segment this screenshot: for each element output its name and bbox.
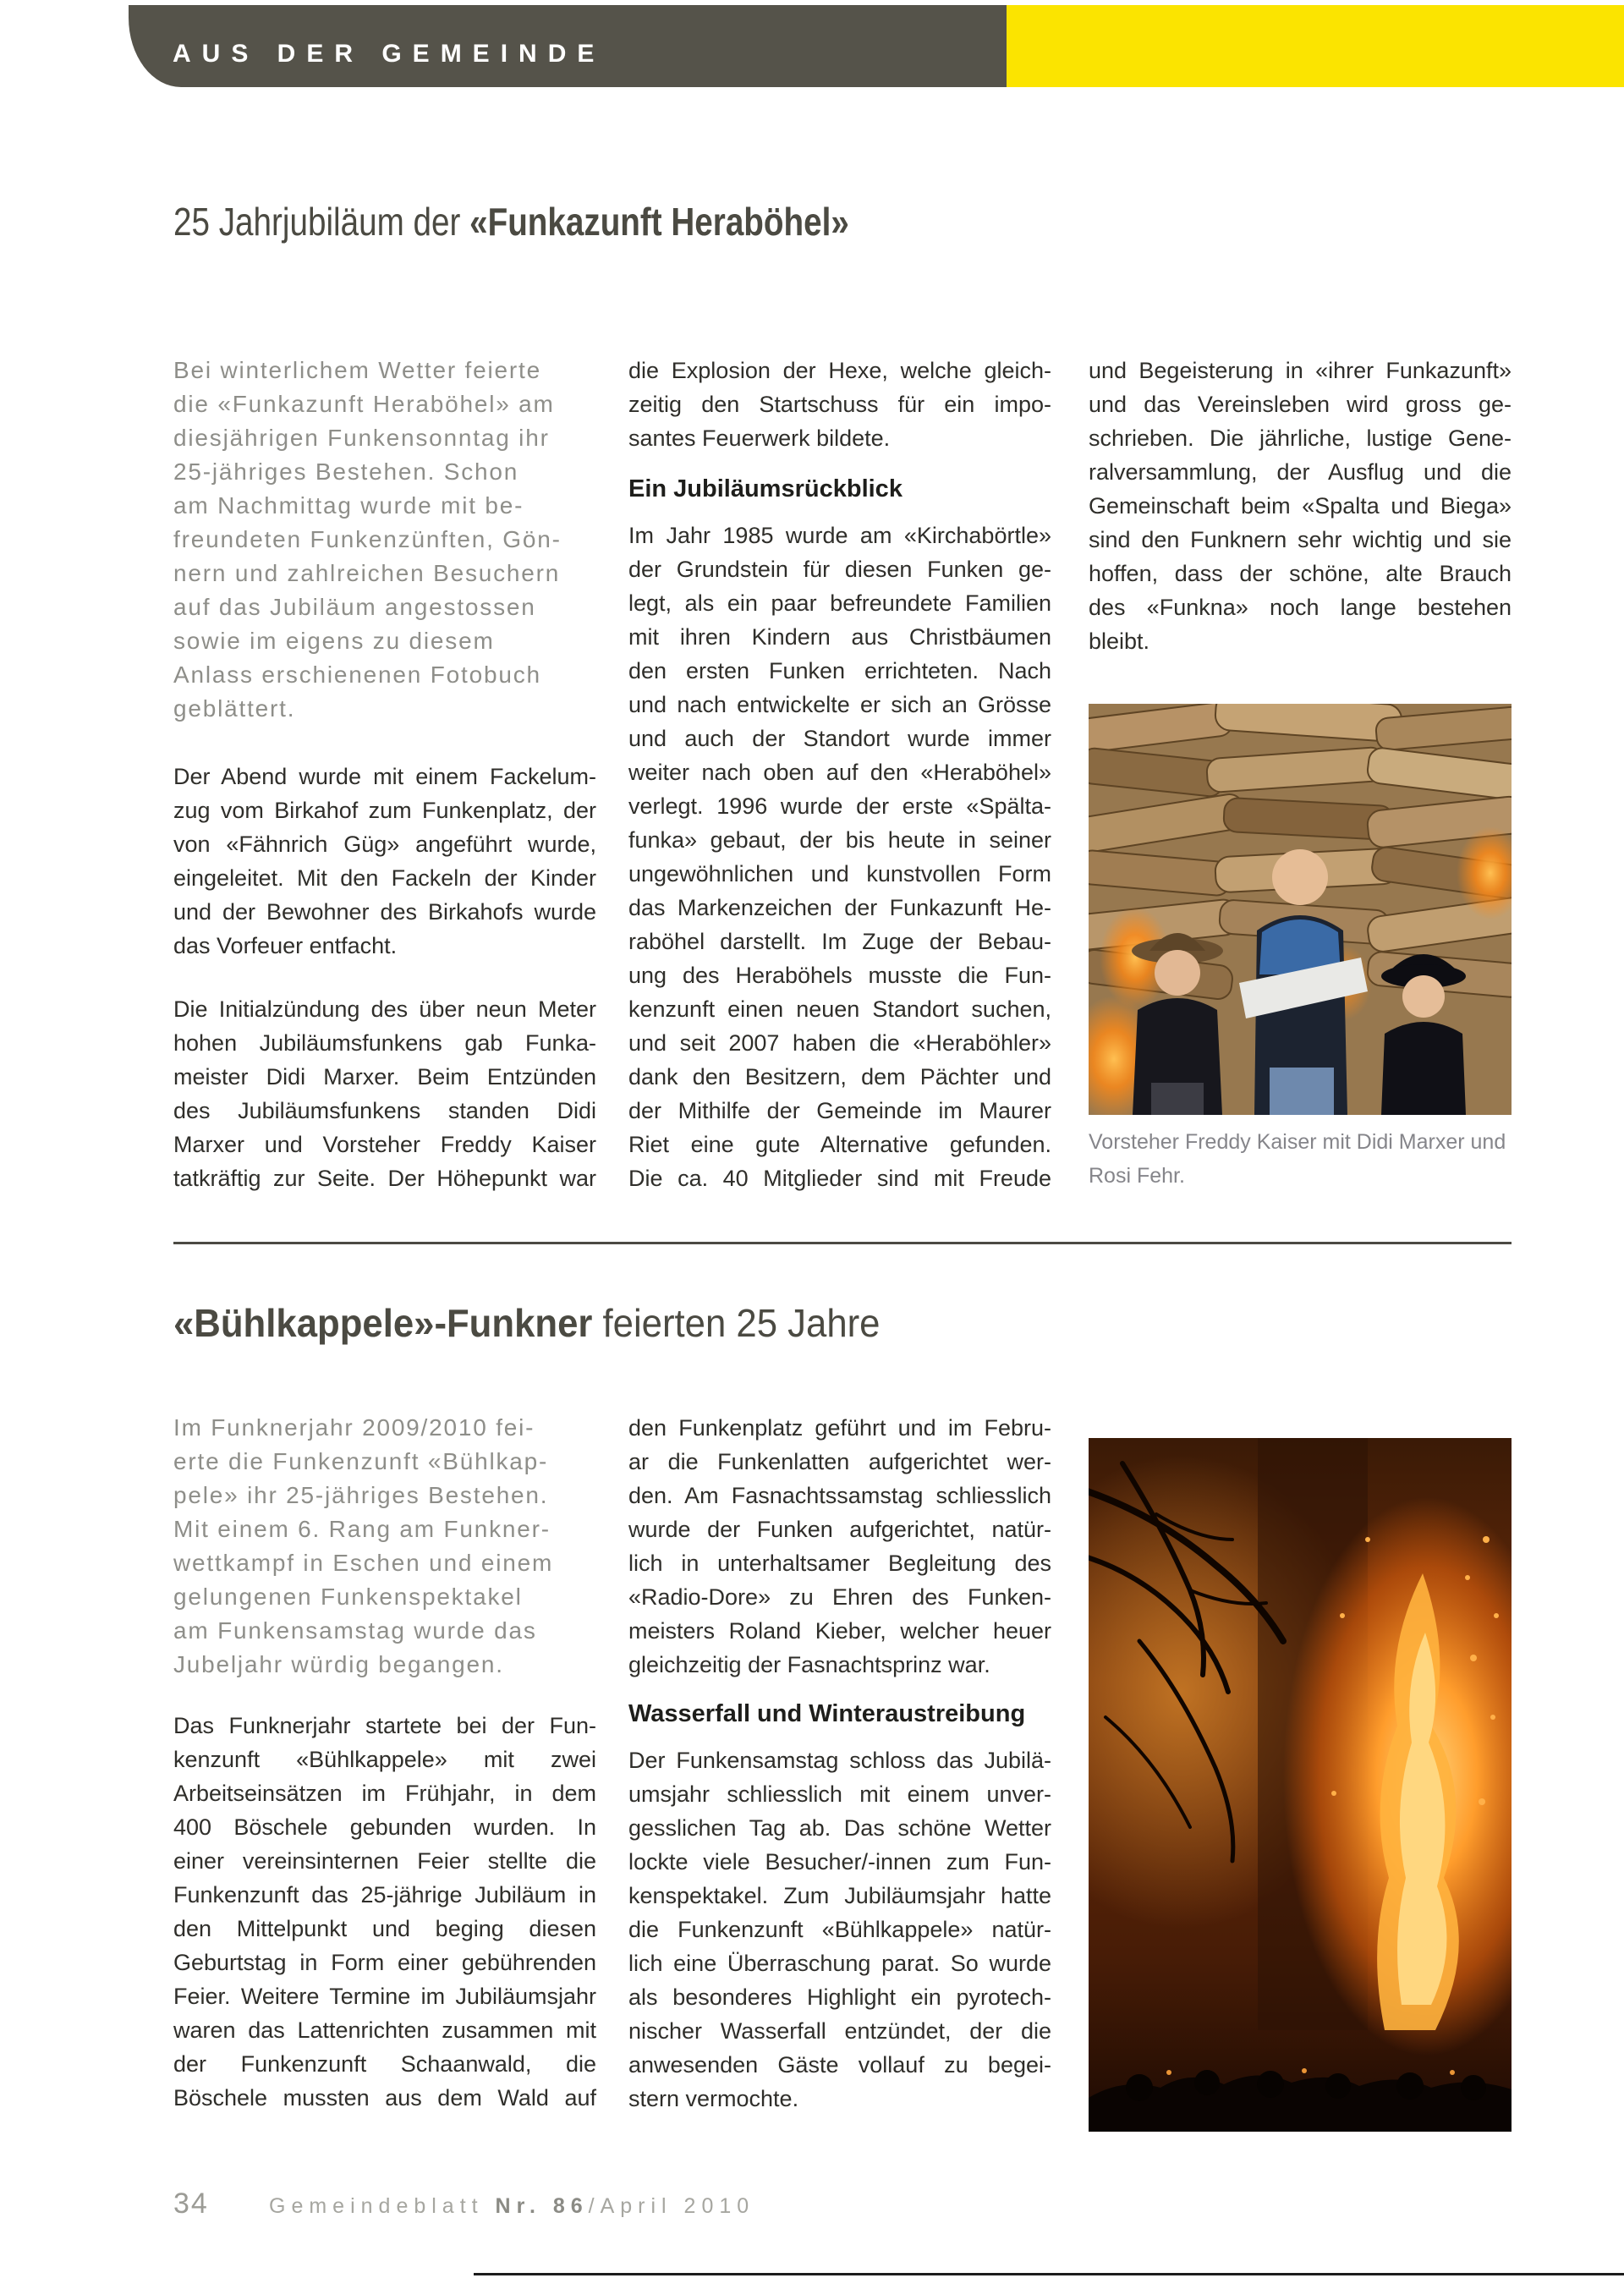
text-line: anwesenden Gäste vollauf zu begei-	[628, 2052, 1051, 2078]
text-line: raböhel darstellt. Im Zuge der Bebau-	[628, 929, 1051, 954]
text-line: «Radio-Dore» zu Ehren des Funken-	[628, 1584, 1051, 1610]
article2-col1-paragraph	[173, 1709, 596, 2115]
text-line: die Funkenzunft «Bühlkappele» natür-	[628, 1917, 1051, 1942]
text-line: am Funkensamstag wurde das	[173, 1617, 537, 1644]
text-line: bleibt.	[1089, 629, 1150, 654]
text-line: tatkräftig zur Seite. Der Höhepunkt war	[173, 1166, 596, 1191]
text-line: wettkampf in Eschen und einem	[173, 1550, 554, 1576]
text-line: gleichzeitig der Fasnachtsprinz war.	[628, 1652, 990, 1677]
article1-col1-paragraph-2	[173, 992, 596, 1195]
text-line: nischer Wasserfall entzündet, der die	[628, 2018, 1051, 2044]
article2-col2-paragraph-1	[628, 1411, 1051, 1682]
text-line: am Nachmittag wurde mit be-	[173, 492, 524, 519]
text-line: Die ca. 40 Mitglieder sind mit Freude	[628, 1166, 1051, 1191]
text-line: Riet eine gute Alternative gefunden.	[628, 1132, 1051, 1157]
text-line: Rosi Fehr.	[1089, 1164, 1185, 1188]
text-line: ung des Heraböhels musste die Fun-	[628, 963, 1051, 988]
text-line: waren das Lattenrichten zusammen mit	[173, 2017, 596, 2043]
text-line: einer vereinsinternen Feier stellte die	[173, 1848, 596, 1874]
text-line: lockte viele Besucher/-innen zum Fun-	[628, 1849, 1051, 1875]
page-number: 34	[173, 2187, 209, 2220]
text-line: gelungenen Funkenspektakel	[173, 1584, 523, 1610]
text-line: lich in unterhaltsamer Begleitung des	[628, 1551, 1051, 1576]
text-line: der Mithilfe der Gemeinde im Maurer	[628, 1098, 1051, 1123]
text-line: und Begeisterung in «ihrer Funkazunft»	[1089, 358, 1512, 383]
article2-title-bold: «Bühlkappele»-Funkner	[173, 1301, 593, 1345]
text-line: Die Initialzündung des über neun Meter	[173, 996, 596, 1022]
article1-col3-paragraph	[1089, 354, 1512, 658]
article2-title-regular: feierten 25 Jahre	[592, 1301, 881, 1345]
text-line: Marxer und Vorsteher Freddy Kaiser	[173, 1132, 596, 1157]
text-line: die «Funkazunft Heraböhel» am	[173, 391, 555, 417]
text-line: dank den Besitzern, dem Pächter und	[628, 1064, 1051, 1090]
text-line: lich eine Überraschung parat. So wurde	[628, 1951, 1051, 1976]
text-line: Geburtstag in Form einer gebührenden	[173, 1950, 596, 1975]
article2-intro-paragraph	[173, 1411, 596, 1682]
bottom-edge-rule	[474, 2273, 1624, 2275]
photo-funkazunft-group-image	[1089, 704, 1512, 1115]
text-line: Das Funknerjahr startete bei der Fun-	[173, 1713, 596, 1738]
text-line: Bei winterlichem Wetter feierte	[173, 357, 541, 383]
text-line: 400 Böschele gebunden wurden. In	[173, 1814, 596, 1840]
photo-bonfire-night-image	[1089, 1438, 1512, 2132]
text-line: auf das Jubiläum angestossen	[173, 594, 536, 620]
text-line: wurde der Funken aufgerichtet, natür-	[628, 1517, 1051, 1542]
text-line: geblättert.	[173, 695, 296, 722]
text-line: zug vom Birkahof zum Funkenplatz, der	[173, 798, 596, 823]
text-line: Der Abend wurde mit einem Fackelum-	[173, 764, 596, 789]
text-line: Im Funknerjahr 2009/2010 fei-	[173, 1414, 535, 1441]
article1-title-bold: «Funkazunft Heraböhel»	[469, 200, 849, 244]
article1-col2-subhead: Ein Jubiläumsrückblick	[628, 475, 903, 502]
article2-col2-subhead: Wasserfall und Winteraustreibung	[628, 1700, 1026, 1727]
text-line: eingeleitet. Mit den Fackeln der Kinder	[173, 865, 596, 891]
footer-publication-line	[269, 2194, 754, 2219]
text-line: den Mittelpunkt und beging diesen	[173, 1916, 596, 1941]
text-line: Anlass erschienenen Fotobuch	[173, 661, 541, 688]
text-line: und seit 2007 haben die «Heraböhler»	[628, 1030, 1051, 1056]
text-line: stern vermochte.	[628, 2086, 799, 2111]
text-line: Funkenzunft das 25-jährige Jubiläum in	[173, 1882, 596, 1907]
text-line: und auch der Standort wurde immer	[628, 726, 1051, 751]
text-line: Mit einem 6. Rang am Funkner-	[173, 1516, 551, 1542]
article1-title-regular: 25 Jahrjubiläum der	[173, 200, 470, 244]
text-line: das Markenzeichen der Funkazunft He-	[628, 895, 1051, 920]
text-line: erte die Funkenzunft «Bühlkap-	[173, 1448, 549, 1474]
article-divider-rule	[173, 1242, 1512, 1244]
text-line: Vorsteher Freddy Kaiser mit Didi Marxer und	[1089, 1130, 1506, 1154]
text-line: Der Funkensamstag schloss das Jubilä-	[628, 1748, 1051, 1773]
article1-intro-paragraph	[173, 354, 596, 726]
text-line: die Explosion der Hexe, welche gleich-	[628, 358, 1051, 383]
text-line: des «Funkna» noch lange bestehen	[1089, 595, 1512, 620]
text-line: gesslichen Tag ab. Das schöne Wetter	[628, 1815, 1051, 1841]
text-line: sowie im eigens zu diesem	[173, 628, 495, 654]
text-line: legt, als ein paar befreundete Familien	[628, 590, 1051, 616]
text-line: meisters Roland Kieber, welcher heuer	[628, 1618, 1051, 1644]
text-line: verlegt. 1996 wurde der erste «Spälta-	[628, 793, 1051, 819]
text-line: hoffen, dass der schöne, alte Brauch	[1089, 561, 1512, 586]
photo-bonfire-night	[1089, 1438, 1512, 2132]
section-header-label: AUS DER GEMEINDE	[173, 39, 606, 68]
text-line: 25-jähriges Bestehen. Schon	[173, 458, 519, 485]
article2-col2-paragraph-2	[628, 1743, 1051, 2116]
accent-yellow-block	[1007, 5, 1624, 87]
text-line: der Funkenzunft Schaanwald, die	[173, 2051, 596, 2077]
text-line: den. Am Fasnachtssamstag schliesslich	[628, 1483, 1051, 1508]
text-line: ungewöhnlichen und kunstvollen Form	[628, 861, 1051, 886]
text-line: umsjahr schliesslich mit einem unver-	[628, 1781, 1051, 1807]
photo-funkazunft-group	[1089, 704, 1512, 1115]
text-line: des Jubiläumsfunkens standen Didi	[173, 1098, 596, 1123]
text-line: ar die Funkenlatten aufgerichtet wer-	[628, 1449, 1051, 1474]
article1-col1-paragraph-1	[173, 760, 596, 963]
footer-publication: Gemeindeblatt	[269, 2194, 496, 2218]
text-line: funka» gebaut, der bis heute in seiner	[628, 827, 1051, 853]
text-line: Im Jahr 1985 wurde am «Kirchabörtle»	[628, 523, 1051, 548]
article1-col2-paragraph-2	[628, 519, 1051, 1195]
text-line: den Funkenplatz geführt und im Febru-	[628, 1415, 1051, 1441]
text-line: nern und zahlreichen Besuchern	[173, 560, 561, 586]
text-line: von «Fähnrich Güg» angeführt wurde,	[173, 832, 596, 857]
text-line: mit ihren Kindern aus Christbäumen	[628, 624, 1051, 650]
footer-issue: Nr. 86	[495, 2194, 589, 2218]
text-line: pele» ihr 25-jähriges Bestehen.	[173, 1482, 549, 1508]
text-line: santes Feuerwerk bildete.	[628, 425, 891, 451]
text-line: Feier. Weitere Termine im Jubiläumsjahr	[173, 1984, 596, 2009]
text-line: kenzunft «Bühlkappele» mit zwei	[173, 1747, 596, 1772]
article1-photo-caption	[1089, 1125, 1520, 1193]
person-right	[1381, 954, 1466, 1115]
text-line: Jubeljahr würdig begangen.	[173, 1651, 504, 1677]
text-line: der Grundstein für diesen Funken ge-	[628, 557, 1051, 582]
text-line: hohen Jubiläumsfunkens gab Funka-	[173, 1030, 596, 1056]
text-line: und das Vereinsleben wird gross ge-	[1089, 392, 1512, 417]
text-line: meister Didi Marxer. Beim Entzünden	[173, 1064, 596, 1090]
text-line: diesjährigen Funkensonntag ihr	[173, 425, 550, 451]
text-line: das Vorfeuer entfacht.	[173, 933, 398, 958]
footer-date: /April 2010	[588, 2194, 755, 2218]
text-line: weiter nach oben auf den «Heraböhel»	[628, 760, 1051, 785]
section-header-bar	[129, 5, 1007, 87]
text-line: kenzunft einen neuen Standort suchen,	[628, 996, 1051, 1022]
text-line: kenspektakel. Zum Jubiläumsjahr hatte	[628, 1883, 1051, 1908]
article1-title	[173, 198, 978, 245]
text-line: Arbeitseinsätzen im Frühjahr, in dem	[173, 1781, 596, 1806]
text-line: den ersten Funken errichteten. Nach	[628, 658, 1051, 683]
article2-title	[173, 1299, 917, 1347]
text-line: ralversammlung, der Ausflug und die	[1089, 459, 1512, 485]
text-line: freundeten Funkenzünften, Gön-	[173, 526, 562, 552]
article1-col2-paragraph-1	[628, 354, 1051, 455]
text-line: Böschele mussten aus dem Wald auf	[173, 2085, 596, 2111]
text-line: und der Bewohner des Birkahofs wurde	[173, 899, 596, 925]
text-line: zeitig den Startschuss für ein impo-	[628, 392, 1051, 417]
text-line: Gemeinschaft beim «Spalta und Biega»	[1089, 493, 1512, 519]
text-line: schrieben. Die jährliche, lustige Gene-	[1089, 425, 1512, 451]
text-line: sind den Funknern sehr wichtig und sie	[1089, 527, 1512, 552]
text-line: und nach entwickelte er sich an Grösse	[628, 692, 1051, 717]
text-line: als besonderes Highlight ein pyrotech-	[628, 1984, 1051, 2010]
